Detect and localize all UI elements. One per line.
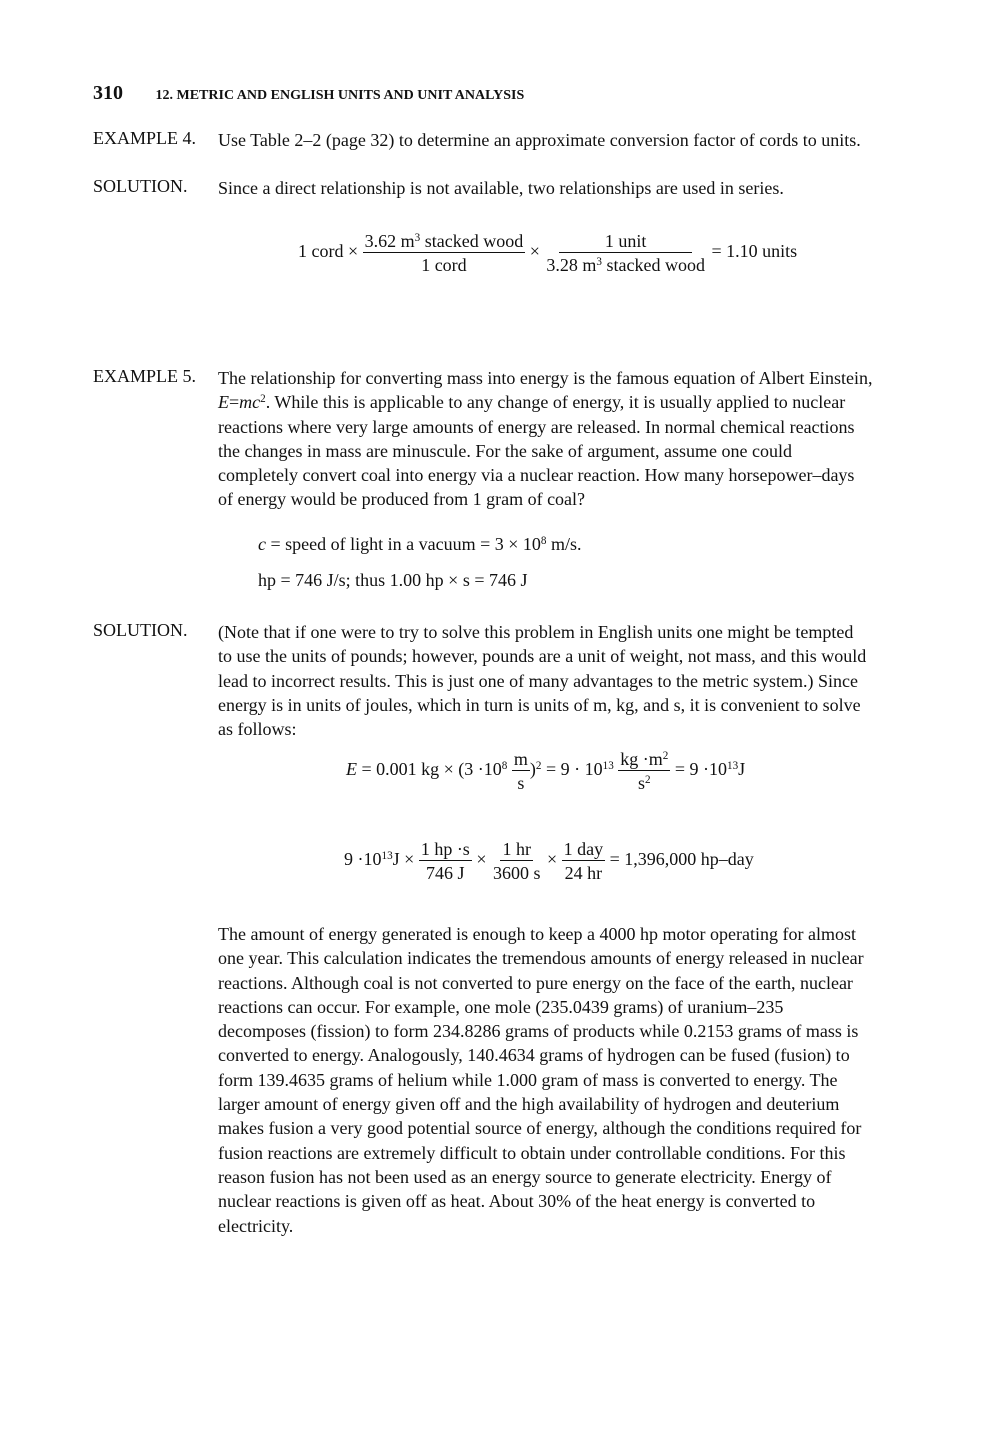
chapter-title: 12. METRIC AND ENGLISH UNITS AND UNIT ANALYSIS: [155, 88, 525, 103]
fraction-stacked-wood: 3.62 $m^3$ stacked wood 1 cord: [364, 231, 524, 275]
solution-4-label: SOLUTION.: [93, 176, 188, 196]
example-4-text: Use Table 2–2 (page 32) to determine an approximate conversion factor of cords to units.: [218, 130, 861, 150]
running-header: [93, 82, 524, 105]
given-speed-of-light: c = speed of light in a vacuum = $3 \times 10^8$ m/s.: [258, 534, 582, 554]
example-5-text: The relationship for converting mass into energy is the famous equation of Albert Einstein, $E=mc^2$. While this is applicable to any change of energy, it is usually applied to nuclear reactions where very large amounts of energy are released. In normal chemical reactions the changes in mass are minuscule. For the sake of argument, assume one could completely convert coal into energy via a nuclear reaction. How many horsepower–days of energy would be produced from 1 gram of coal?: [218, 368, 873, 510]
solution-5-label: SOLUTION.: [93, 620, 188, 640]
solution-5-text: (Note that if one were to try to solve this problem in English units one might be tempted to use the units of pounds; however, pounds are a unit of weight, not mass, and this would lead to incorrect results. This is just one of many advantages to the metric system.) Since energy is in units of joules, which in turn is units of m, kg, and s, it is convenient to solve as follows:: [218, 622, 867, 740]
solution-4-text: Since a direct relationship is not available, two relationships are used in series.: [218, 178, 784, 198]
energy-equation: E = 0.001 kg × ($3 \cdot 10^8$ $\frac{m}{s}$ )$^2 = 9 \cdot 10^{13}$ $\frac{kg \cdot m^2}{s^2}$ = $9 \cdot 10^{13}J$: [346, 749, 746, 793]
page-number: 310: [93, 82, 123, 104]
fraction-unit: 1 unit 3.28 $m^3$ stacked wood: [546, 231, 705, 275]
eq-result: = 1.10 units: [711, 241, 798, 262]
example-5-label: EXAMPLE 5.: [93, 366, 196, 386]
cord-conversion-equation: 1 cord × 3.62 $m^3$ stacked wood 1 cord × 1 unit 3.28 $m^3$ stacked wood = 1.10 units: [298, 231, 798, 275]
example-4-label: EXAMPLE 4.: [93, 128, 196, 148]
conclusion-paragraph: The amount of energy generated is enough to keep a 4000 hp motor operating for almost one year. This calculation indicates the tremendous amounts of energy released in nuclear reactions. Although coal is not converted to pure energy on the face of the earth, nuclear reactions can occur. For example, one mole (235.0439 grams) of uranium–235 decomposes (fission) to form 234.8286 grams of products while 0.2153 grams of mass is converted to energy. Analogously, 140.4634 grams of hydrogen can be fused (fusion) to form 139.4635 grams of helium while 1.000 gram of mass is converted to energy. The larger amount of energy given off and the high availability of hydrogen and deuterium makes fusion a very good potential source of energy, although the conditions required for fusion reactions are extremely difficult to obtain under controllable conditions. For this reason fusion has not been used as an energy source to generate electricity. Energy of nuclear reactions is given off as heat. About 30% of the heat energy is converted to electricity.: [218, 924, 864, 1236]
given-horsepower: hp = 746 J/s; thus 1.00 hp × s = 746 J: [258, 570, 528, 590]
eq-start: 1 cord ×: [298, 241, 359, 262]
hp-day-conversion-equation: $9 \cdot 10^{13}J$ × $\frac{1 hp \cdot s}{746 J}$ × $\frac{1 hr}{3600 s}$ × 1 day 24 hr = 1,396,000 hp–day: [344, 839, 754, 883]
